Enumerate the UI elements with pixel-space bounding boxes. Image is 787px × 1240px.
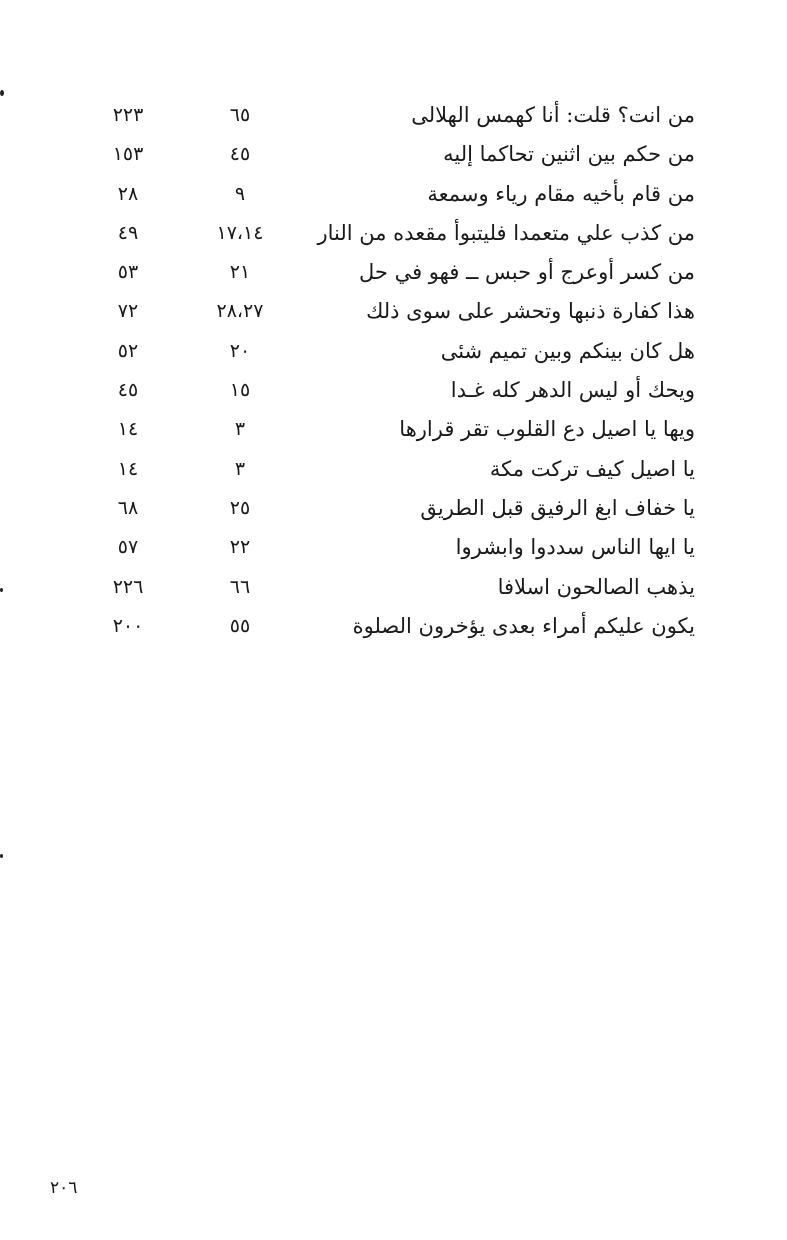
hadith-number: ٥٥ xyxy=(229,614,251,637)
index-phrase: من انت؟ قلت: أنا كهمس الهلالى xyxy=(411,103,695,127)
index-row xyxy=(0,607,787,646)
page-reference: ٢٠٠ xyxy=(112,614,144,637)
index-row xyxy=(0,292,787,331)
hadith-number: ٤٥ xyxy=(229,143,251,166)
index-row xyxy=(0,175,787,214)
index-phrase: هل كان بينكم وبين تميم شئى xyxy=(440,338,695,363)
hadith-number: ٣ xyxy=(234,418,246,441)
hadith-number: ٩ xyxy=(234,182,246,205)
index-phrase: يا ايها الناس سددوا وابشروا xyxy=(455,535,695,560)
index-phrase: يذهب الصالحون اسلافا xyxy=(497,574,695,599)
index-phrase: من حكم بين اثنين تحاكما إليه xyxy=(443,142,695,167)
page-reference: ٢٢٣ xyxy=(112,104,144,126)
index-phrase: من كذب علي متعمدا فليتبوأ مقعده من النار xyxy=(317,220,695,245)
index-row xyxy=(0,214,787,253)
index-table xyxy=(0,96,787,646)
hadith-number: ١٥ xyxy=(229,379,251,402)
index-phrase: يا اصيل كيف تركت مكة xyxy=(489,456,695,481)
page-reference: ٤٩ xyxy=(117,221,139,244)
page-reference: ١٤ xyxy=(117,457,139,480)
hadith-number: ٦٦ xyxy=(229,575,251,598)
scan-speck xyxy=(0,854,3,858)
hadith-number: ١٧،١٤ xyxy=(216,221,264,244)
index-row xyxy=(0,410,787,449)
page-reference: ١٤ xyxy=(117,418,139,441)
scan-speck xyxy=(0,588,3,592)
index-row xyxy=(0,135,787,174)
page-reference: ٥٧ xyxy=(117,536,139,559)
index-row xyxy=(0,253,787,292)
hadith-number: ٢٢ xyxy=(229,536,251,559)
page-reference: ٤٥ xyxy=(117,379,139,402)
hadith-number: ٦٥ xyxy=(229,104,251,126)
index-row xyxy=(0,528,787,567)
index-row xyxy=(0,489,787,528)
index-phrase: ويحك أو ليس الدهر كله غـدا xyxy=(450,378,695,403)
index-row xyxy=(0,332,787,371)
page-reference: ٥٢ xyxy=(117,339,139,362)
index-phrase: هذا كفارة ذنبها وتحشر على سوى ذلك xyxy=(366,299,695,324)
hadith-number: ٢٥ xyxy=(229,496,251,519)
hadith-number: ٣ xyxy=(234,457,246,480)
index-row xyxy=(0,371,787,410)
page-reference: ٧٢ xyxy=(117,300,139,323)
hadith-number: ٢١ xyxy=(229,261,251,284)
scan-speck xyxy=(0,90,4,96)
hadith-number: ٢٨،٢٧ xyxy=(216,300,264,323)
index-phrase: من كسر أوعرج أو حبس ــ فهو في حل xyxy=(359,260,695,285)
page-number: ٢٠٦ xyxy=(50,1178,78,1198)
index-row xyxy=(0,96,787,135)
page-reference: ٢٨ xyxy=(117,182,139,205)
page-reference: ٢٢٦ xyxy=(112,575,144,598)
index-phrase: يا خفاف ابغ الرفيق قبل الطريق xyxy=(420,495,695,520)
index-phrase: ويها يا اصيل دع القلوب تقر قرارها xyxy=(399,417,695,442)
index-row xyxy=(0,450,787,489)
page-reference: ٥٣ xyxy=(117,261,139,284)
index-row xyxy=(0,568,787,607)
page-reference: ١٥٣ xyxy=(112,143,144,166)
hadith-number: ٢٠ xyxy=(229,339,251,362)
page-reference: ٦٨ xyxy=(117,496,139,519)
index-phrase: يكون عليكم أمراء بعدى يؤخرون الصلوة xyxy=(352,613,695,638)
index-phrase: من قام بأخيه مقام رياء وسمعة xyxy=(427,181,695,206)
